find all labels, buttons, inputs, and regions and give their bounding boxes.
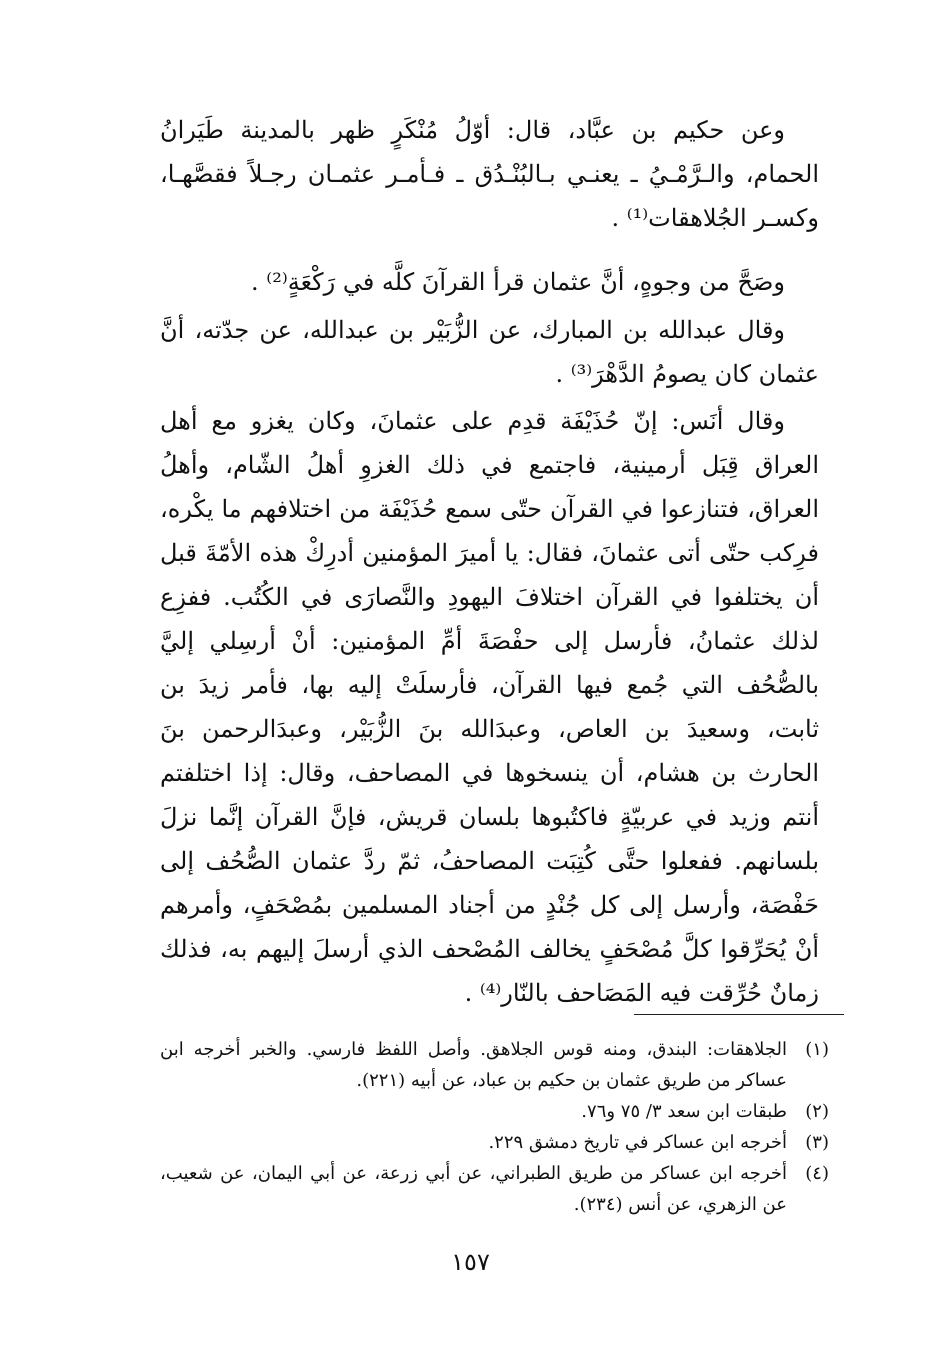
- paragraph-text: وعن حكيم بن عبَّاد، قال: أوّلُ مُنْكَرٍ ظهر بالمدينة طَيَرانُ الحمام، والـرَّمْـيُ ـ يعنـي بـالبُنْـدُق ـ فـأمـر عثمـان رجـلاً فقصَّهـا، وكسـر الجُلاهقات⁽¹⁾ .: [160, 116, 819, 232]
- footnote-number: (٣): [805, 1132, 829, 1153]
- footnote-1: [160, 1034, 829, 1096]
- paragraph-fasting: [160, 308, 819, 396]
- footnote-4: [160, 1158, 829, 1220]
- footnote-number: (٢): [805, 1101, 829, 1122]
- footnote-2: [160, 1096, 829, 1127]
- footnote-3: [160, 1127, 829, 1158]
- paragraph-hakim-ibn-abbad: [160, 108, 819, 240]
- paragraph-quran-one-rakah: [160, 260, 819, 304]
- footnote-number: (٤): [805, 1163, 829, 1184]
- footnote-text: أخرجه ابن عساكر في تاريخ دمشق ٢٢٩.: [488, 1132, 787, 1153]
- footnote-text: الجلاهقات: البندق، ومنه قوس الجلاهق. وأصل اللفظ فارسي. والخبر أخرجه ابن عساكر من طريق عثمان بن حكيم بن عباد، عن أبيه (٢٢١).: [160, 1039, 787, 1091]
- footnote-number: (١): [805, 1039, 829, 1060]
- footnote-separator: [634, 1014, 844, 1015]
- page-number: ١٥٧: [451, 1248, 490, 1276]
- footnote-text: طبقات ابن سعد ٣/ ٧٥ و٧٦.: [581, 1101, 787, 1122]
- paragraph-mushaf-compilation: [160, 399, 819, 1015]
- paragraph-text: وقال عبدالله بن المبارك، عن الزُّبَيْر بن عبدالله، عن جدّته، أنَّ عثمان كان يصومُ الدَّهْرَ⁽³⁾ .: [160, 316, 819, 388]
- footnote-text: أخرجه ابن عساكر من طريق الطبراني، عن أبي زرعة، عن أبي اليمان، عن شعيب، عن الزهري، عن أنس (٢٣٤).: [160, 1163, 787, 1215]
- footnotes: [160, 1034, 829, 1220]
- paragraph-text: وقال أنَس: إنّ حُذَيْفَة قدِم على عثمانَ، وكان يغزو مع أهل العراق قِبَل أرمينية، فاجتمع في ذلك الغزوِ أهلُ الشّام، وأهلُ العراق، فتنازعوا في القرآن حتّى سمع حُذَيْفَة من اختلافهم ما يكْره، فرِكب حتّى أتى عثمانَ، فقال: يا أميرَ المؤمنين أدرِكْ هذه الأمّةَ قبل أن يختلفوا في القرآن اختلافَ اليهودِ والنَّصارَى في الكُتُب. ففزِع لذلك عثمانُ، فأرسل إلى حفْصَةَ أمِّ المؤمنين: أنْ أرسِلي إليَّ بالصُّحُف التي جُمع فيها القرآن، فأرسلَتْ إليه بها، فأمر زيدَ بن ثابت، وسعيدَ بن العاص، وعبدَالله بنَ الزُّبَيْر، وعبدَالرحمن بنَ الحارث بن هشام، أن ينسخوها في المصاحف، وقال: إذا اختلفتم أنتم وزيد في عربيّةٍ فاكتُبوها بلسان قريش، فإنَّ القرآن إنَّما نزلَ بلسانهم. ففعلوا حتَّى كُتِبَت المصاحفُ، ثمّ ردَّ عثمان الصُّحُف إلى حَفْصَة، وأرسل إلى كل جُنْدٍ من أجناد المسلمين بمُصْحَفٍ، وأمرهم أنْ يُحَرِّقوا كلَّ مُصْحَفٍ يخالف المُصْحف الذي أرسلَ إليهم به، فذلك زمانٌ حُرِّقت فيه المَصَاحف بالنّار⁽⁴⁾ .: [160, 407, 820, 1007]
- paragraph-text: وصَحَّ من وجوهٍ، أنَّ عثمان قرأ القرآنَ كلَّه في رَكْعَةٍ⁽²⁾ .: [251, 268, 785, 296]
